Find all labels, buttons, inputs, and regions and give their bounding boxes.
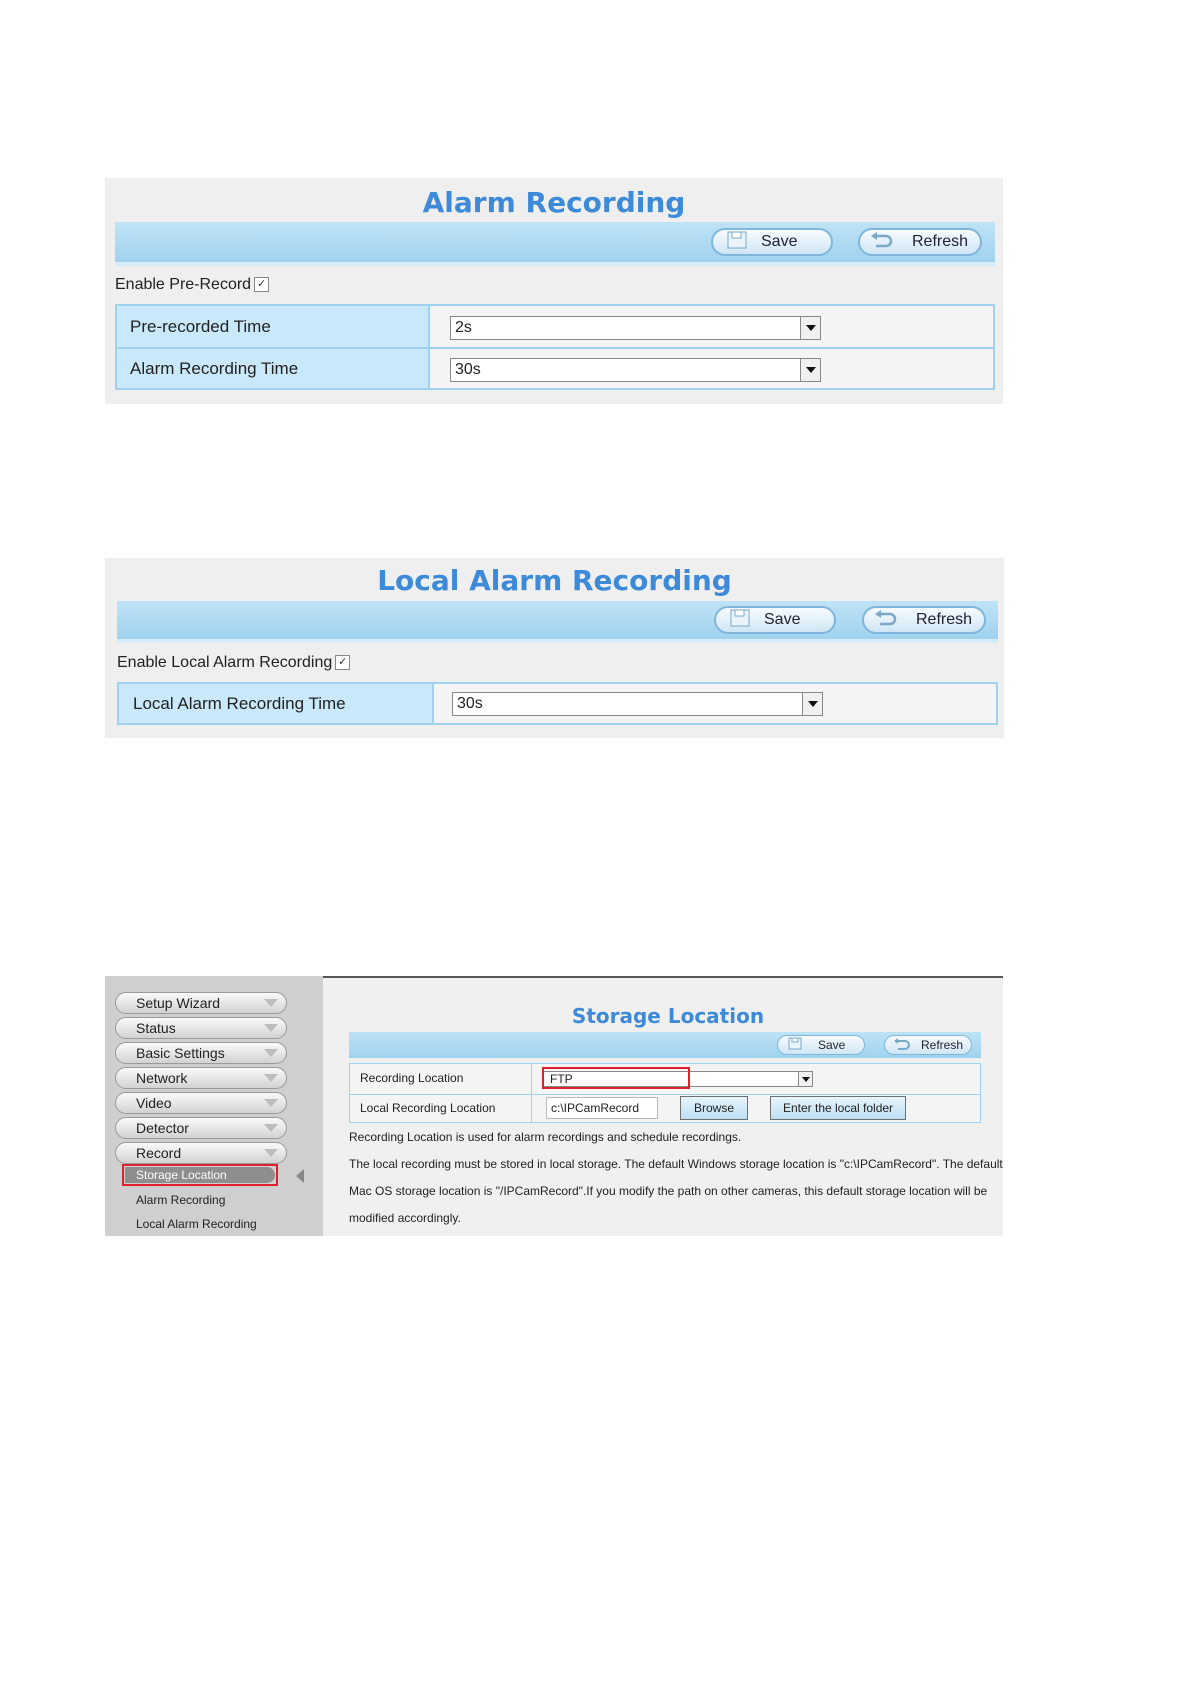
save-icon (788, 1037, 802, 1053)
browse-button[interactable]: Browse (680, 1096, 748, 1120)
save-label: Save (764, 611, 801, 628)
sidebar-item-label: Video (136, 1095, 172, 1111)
chevron-down-icon (264, 999, 278, 1007)
sidebar-item-label: Network (136, 1070, 188, 1086)
collapse-arrow-icon[interactable] (296, 1169, 304, 1183)
pre-recorded-time-select[interactable] (450, 316, 821, 340)
storage-note: Recording Location is used for alarm recordings and schedule recordings. (349, 1130, 742, 1144)
save-icon (727, 231, 747, 254)
sidebar-item-label: Basic Settings (136, 1045, 225, 1061)
save-icon (730, 609, 750, 632)
local-recording-location-input[interactable]: c:\IPCamRecord (546, 1097, 658, 1119)
alarm-recording-panel (105, 178, 1003, 404)
sidebar-item-basic-settings[interactable] (115, 1042, 287, 1064)
sidebar-item-label: Status (136, 1020, 176, 1036)
sidebar-subitem-alarm-recording[interactable]: Alarm Recording (136, 1193, 226, 1207)
enable-pre-record (115, 276, 269, 294)
sidebar-item-detector[interactable] (115, 1117, 287, 1139)
recording-location-label: Recording Location (350, 1064, 532, 1094)
save-button[interactable] (777, 1035, 865, 1055)
enable-local-alarm-recording-label: Enable Local Alarm Recording (117, 654, 333, 671)
sidebar-item-network[interactable] (115, 1067, 287, 1089)
save-label: Save (761, 233, 798, 250)
refresh-icon (893, 1038, 911, 1053)
alarm-recording-time-select[interactable] (450, 358, 821, 382)
recording-location-highlight (542, 1067, 690, 1089)
settings-table (349, 1063, 981, 1123)
sidebar-item-video[interactable] (115, 1092, 287, 1114)
refresh-label: Refresh (912, 233, 969, 250)
local-alarm-recording-panel (105, 558, 1004, 738)
refresh-button[interactable] (862, 606, 986, 634)
page-title: Local Alarm Recording (377, 564, 732, 597)
sidebar-item-label: Setup Wizard (136, 995, 221, 1011)
save-button[interactable] (711, 228, 833, 256)
enable-pre-record-checkbox[interactable]: ✓ (254, 277, 269, 292)
table-row (350, 1094, 980, 1123)
toolbar (349, 1032, 981, 1058)
enter-local-folder-button[interactable]: Enter the local folder (770, 1096, 906, 1120)
local-alarm-recording-time-value: 30s (457, 695, 483, 712)
chevron-down-icon (264, 1024, 278, 1032)
local-recording-location-label: Local Recording Location (350, 1094, 532, 1123)
storage-note: The local recording must be stored in local storage. The default Windows storage location is "c:\IPCamRecord". The default (349, 1157, 1003, 1171)
chevron-down-icon (264, 1149, 278, 1157)
table-row (350, 1064, 980, 1095)
settings-table (115, 304, 995, 390)
refresh-icon (874, 610, 898, 631)
sidebar-subitem-local-alarm-recording[interactable]: Local Alarm Recording (136, 1217, 257, 1231)
settings-table (117, 682, 998, 725)
sidebar-subitem-storage-location[interactable] (122, 1164, 278, 1186)
sidebar-item-label: Detector (136, 1120, 189, 1136)
chevron-down-icon (264, 1074, 278, 1082)
toolbar (117, 601, 998, 643)
table-row (117, 306, 993, 347)
storage-note: Mac OS storage location is "/IPCamRecord".If you modify the path on other cameras, this default storage location will be (349, 1184, 988, 1198)
alarm-recording-time-label: Alarm Recording Time (117, 349, 430, 388)
refresh-label: Refresh (916, 611, 973, 628)
chevron-down-icon[interactable] (800, 359, 820, 381)
refresh-button[interactable] (884, 1035, 972, 1055)
recording-location-value: FTP (550, 1072, 573, 1086)
local-alarm-recording-time-label: Local Alarm Recording Time (119, 684, 434, 723)
local-alarm-recording-time-select[interactable] (452, 692, 823, 716)
page-title: Storage Location (571, 1004, 765, 1028)
enable-local-alarm-recording-checkbox[interactable]: ✓ (335, 655, 350, 670)
alarm-recording-time-value: 30s (455, 361, 481, 378)
enable-local-alarm-recording (117, 654, 350, 672)
page-title: Alarm Recording (422, 186, 686, 219)
toolbar (115, 222, 995, 266)
refresh-button[interactable] (858, 228, 982, 256)
sidebar-item-record[interactable] (115, 1142, 287, 1164)
chevron-down-icon[interactable] (802, 693, 822, 715)
sidebar-subitem-label: Storage Location (125, 1167, 275, 1183)
sidebar-item-status[interactable] (115, 1017, 287, 1039)
chevron-down-icon (264, 1099, 278, 1107)
save-label: Save (818, 1038, 846, 1052)
chevron-down-icon[interactable] (798, 1072, 812, 1086)
refresh-label: Refresh (921, 1038, 964, 1052)
table-row (119, 684, 996, 723)
sidebar (105, 976, 323, 1236)
table-row (117, 349, 993, 388)
chevron-down-icon (264, 1124, 278, 1132)
storage-location-screen (105, 976, 1003, 1236)
sidebar-item-label: Record (136, 1145, 182, 1161)
chevron-down-icon (264, 1049, 278, 1057)
main-content (323, 976, 1003, 1236)
storage-note: modified accordingly. (349, 1211, 461, 1225)
enable-pre-record-label: Enable Pre-Record (115, 276, 252, 293)
chevron-down-icon[interactable] (800, 317, 820, 339)
sidebar-item-setup-wizard[interactable] (115, 992, 287, 1014)
refresh-icon (870, 232, 894, 253)
pre-recorded-time-value: 2s (455, 319, 472, 336)
save-button[interactable] (714, 606, 836, 634)
pre-recorded-time-label: Pre-recorded Time (117, 306, 430, 347)
